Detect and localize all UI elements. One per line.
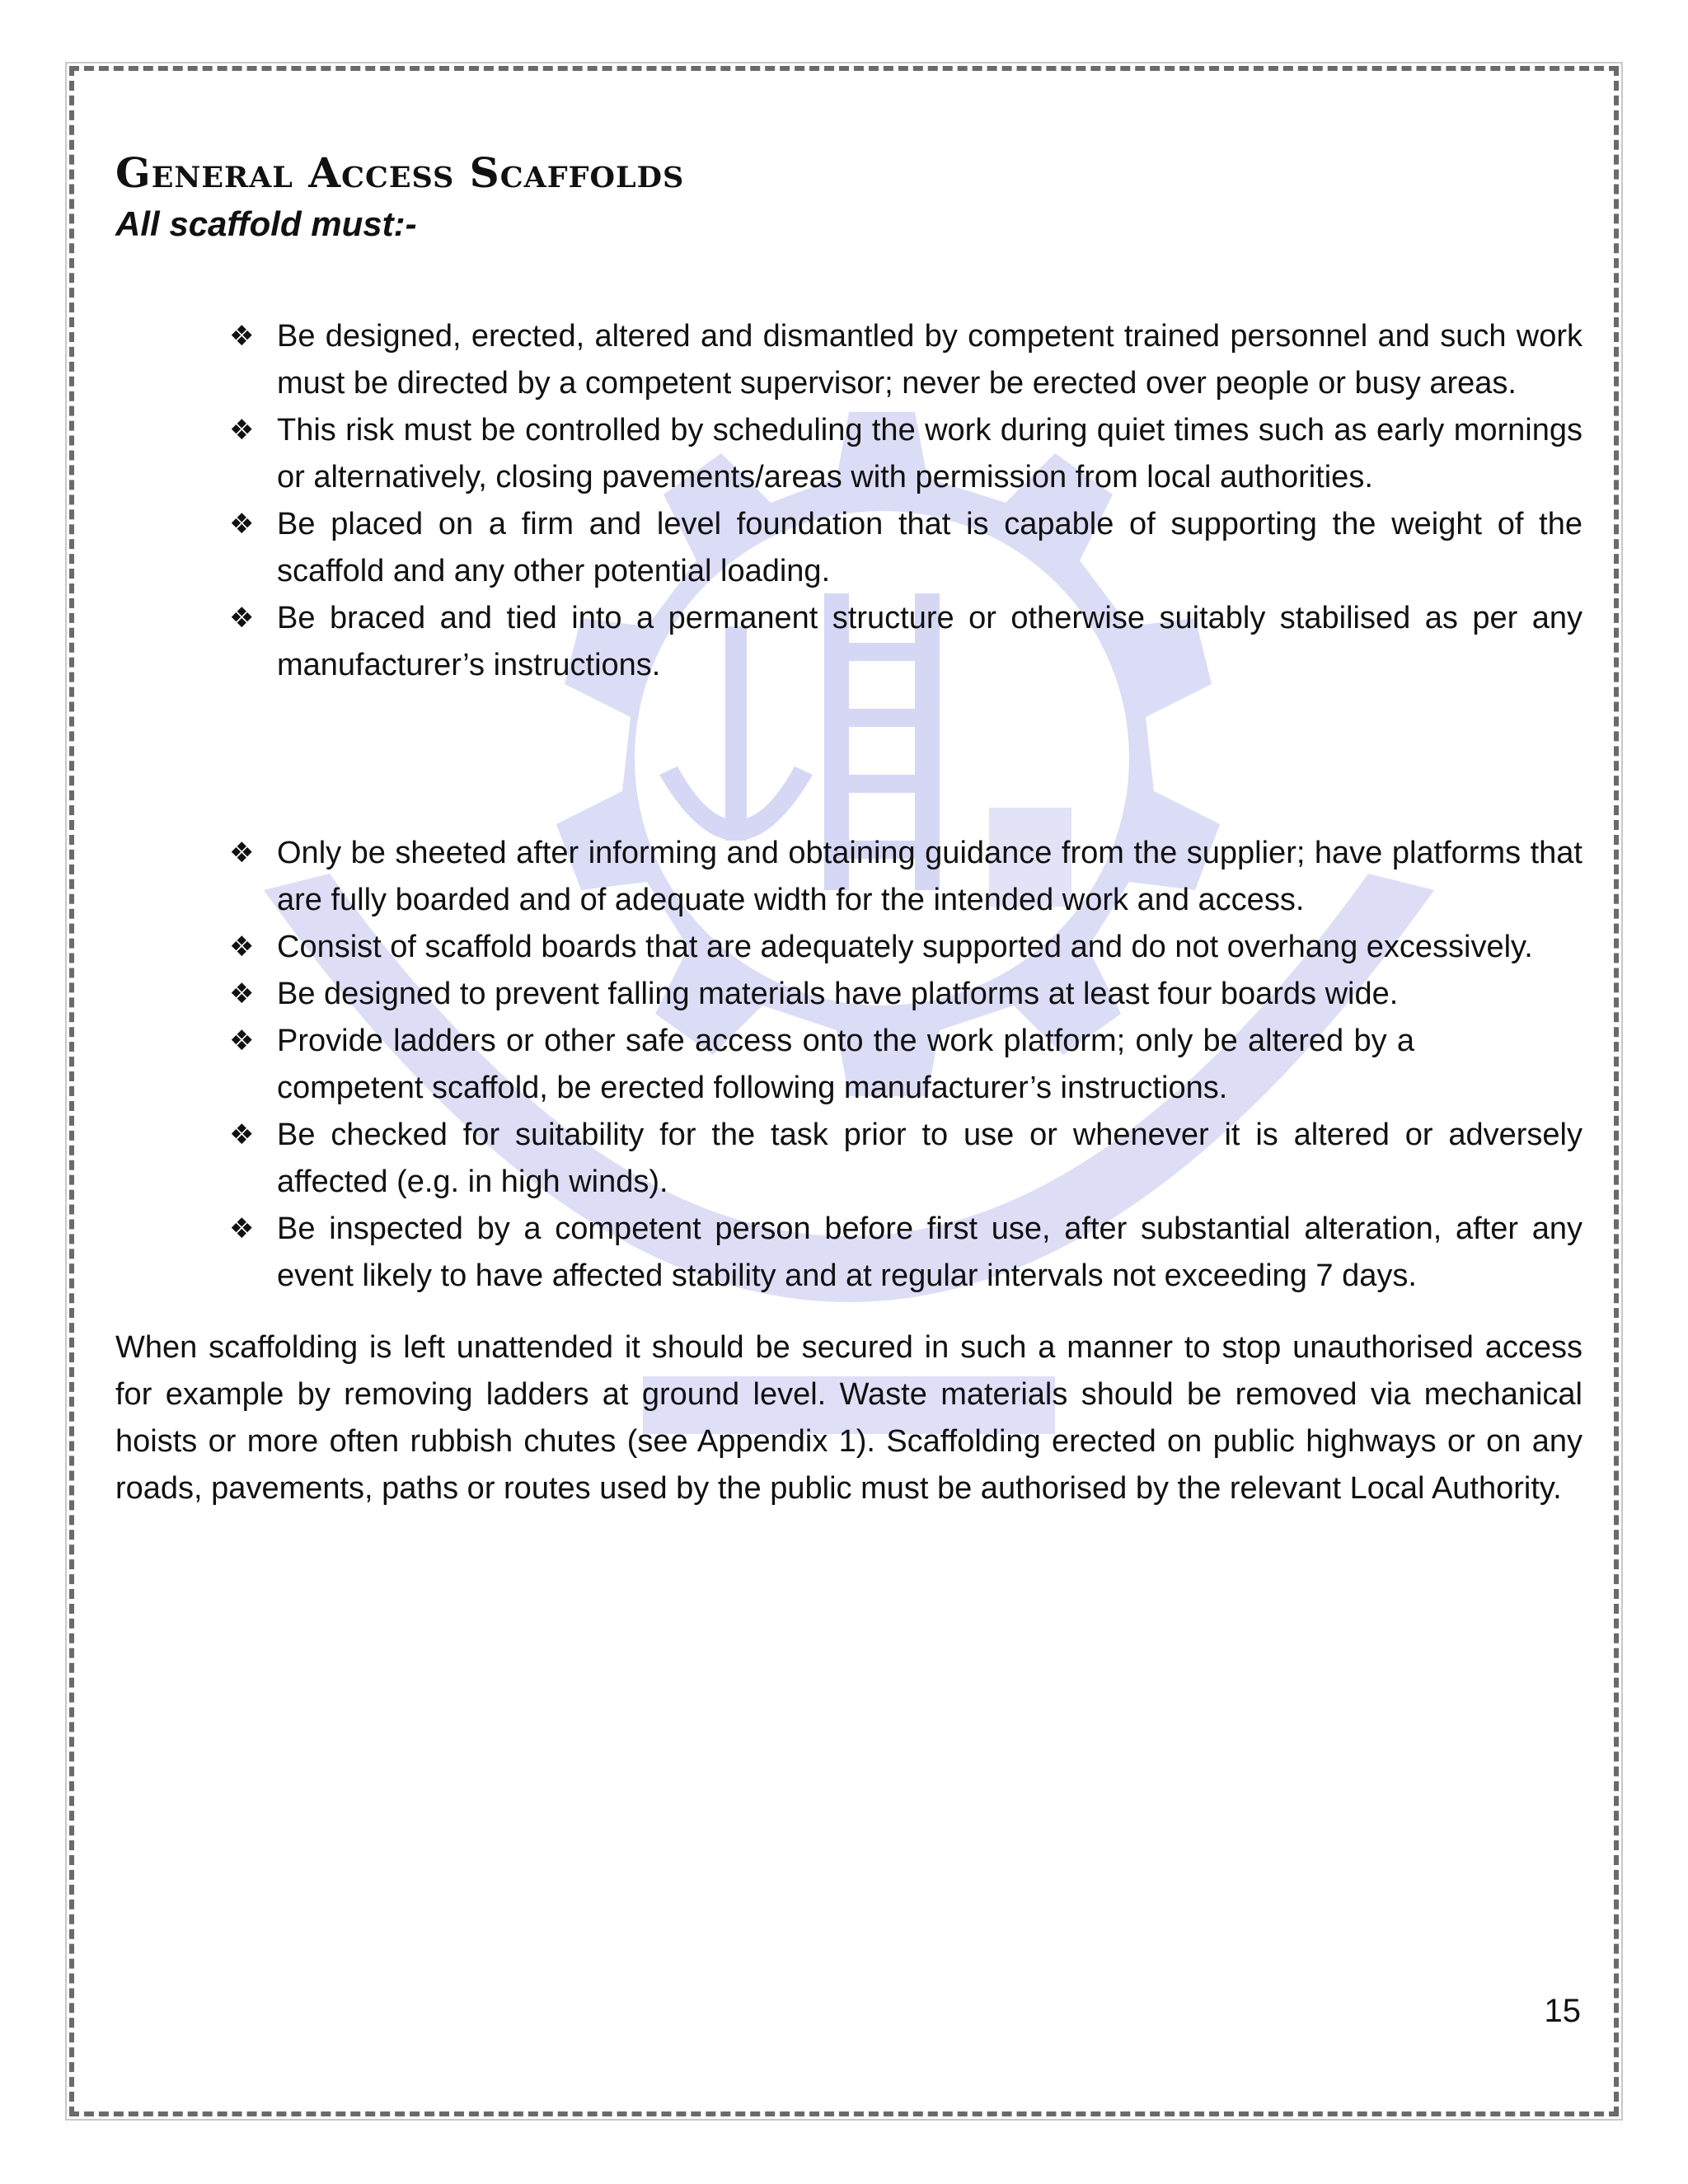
list-item: ❖ Be inspected by a competent person before first use, after substantial alteration, after any event likely to have affected stability and at regular intervals not exceeding 7 days. [115, 1206, 1582, 1300]
list-item: ❖ Be designed, erected, altered and dismantled by competent trained personnel and such work must be directed by a competent supervisor; never be erected over people or busy areas. [115, 313, 1582, 407]
page-number: 15 [1544, 1993, 1581, 2029]
list-item: ❖ Consist of scaffold boards that are adequately supported and do not overhang excessively. [115, 924, 1582, 971]
four-diamond-ornament-icon: ❖ [229, 508, 255, 541]
list-item: ❖ Be checked for suitability for the task prior to use or whenever it is altered or adversely affected (e.g. in high winds). [115, 1112, 1582, 1206]
list-item: ❖ Be designed to prevent falling materials have platforms at least four boards wide. [115, 971, 1414, 1018]
list-item: ❖ Only be sheeted after informing and obtaining guidance from the supplier; have platforms that are fully boarded and of adequate width for the intended work and access. [115, 830, 1582, 924]
list-item: ❖ Be placed on a firm and level foundation that is capable of supporting the weight of the scaffold and any other potential loading. [115, 501, 1582, 595]
bullet-list-first [115, 313, 1582, 689]
four-diamond-ornament-icon: ❖ [229, 602, 255, 635]
four-diamond-ornament-icon: ❖ [229, 977, 255, 1010]
section-title: General Access Scaffolds [115, 148, 685, 197]
list-item: ❖ Be braced and tied into a permanent structure or otherwise suitably stabilised as per any manufacturer’s instructions. [115, 595, 1582, 689]
section-subtitle: All scaffold must:- [115, 204, 417, 243]
four-diamond-ornament-icon: ❖ [229, 414, 255, 447]
four-diamond-ornament-icon: ❖ [229, 1118, 255, 1151]
four-diamond-ornament-icon: ❖ [229, 320, 255, 353]
four-diamond-ornament-icon: ❖ [229, 1212, 255, 1245]
page-content [115, 148, 1582, 1544]
list-item: ❖ This risk must be controlled by scheduling the work during quiet times such as early mornings or alternatively, closing pavements/areas with permission from local authorities. [115, 407, 1582, 501]
bullet-list-second [115, 830, 1582, 1300]
four-diamond-ornament-icon: ❖ [229, 837, 255, 869]
list-item: ❖ Provide ladders or other safe access onto the work platform; only be altered by a competent scaffold, be erected following manufacturer’s instructions. [115, 1018, 1414, 1112]
closing-paragraph: When scaffolding is left unattended it should be secured in such a manner to stop unauthorised access for example by removing ladders at ground level. Waste materials should be removed via mechanical hoists or more often rubbish chutes (see Appendix 1). Scaffolding erected on public highways or on any roads, pavements, paths or routes used by the public must be authorised by the relevant Local Authority. [115, 1330, 1582, 1506]
four-diamond-ornament-icon: ❖ [229, 930, 255, 963]
four-diamond-ornament-icon: ❖ [229, 1024, 255, 1057]
